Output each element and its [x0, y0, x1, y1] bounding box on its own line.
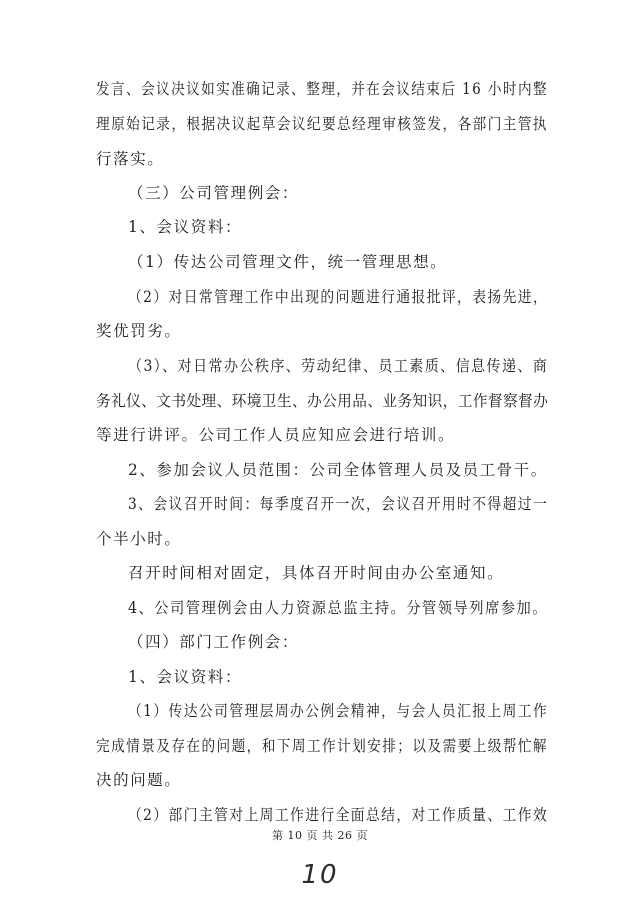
text-line: 4、公司管理例会由人力资源总监主持。分管领导列席参加。	[128, 599, 549, 617]
text-line: （1）传达公司管理层周办公例会精神，与会人员汇报上周工作	[128, 702, 549, 720]
section-heading: （四）部门工作例会：	[128, 633, 300, 651]
handwritten-page-number: 10	[301, 860, 339, 890]
text-line: 理原始记录，根据决议起草会议纪要总经理审核签发，各部门主管执	[96, 115, 548, 133]
page-footer: 第 10 页 共 26 页	[272, 829, 368, 842]
text-line: 1、会议资料：	[128, 668, 243, 686]
text-line: 2、参加会议人员范围：公司全体管理人员及员工骨干。	[128, 461, 548, 479]
text-line: （2）部门主管对上周工作进行全面总结，对工作质量、工作效	[128, 806, 549, 824]
text-line: 决的问题。	[96, 771, 182, 789]
text-line: 个半小时。	[96, 530, 182, 548]
text-line: 奖优罚劣。	[96, 322, 182, 340]
section-heading: （三）公司管理例会：	[128, 184, 300, 202]
text-line: 完成情景及存在的问题，和下周工作计划安排；以及需要上级帮忙解	[96, 737, 548, 755]
text-line: 召开时间相对固定，具体召开时间由办公室通知。	[128, 564, 505, 582]
text-line: 行落实。	[96, 150, 165, 168]
text-line: 1、会议资料：	[128, 218, 243, 236]
text-line: （1）传达公司管理文件，统一管理思想。	[128, 253, 448, 271]
text-line: 等进行讲评。公司工作人员应知应会进行培训。	[96, 426, 456, 444]
text-line: 务礼仪、文书处理、环境卫生、办公用品、业务知识，工作督察督办	[96, 392, 549, 410]
text-line: （3）、对日常办公秩序、劳动纪律、员工素质、信息传递、商	[128, 357, 549, 375]
text-line: 3、会议召开时间：每季度召开一次，会议召开用时不得超过一	[128, 495, 549, 513]
text-line: （2）对日常管理工作中出现的问题进行通报批评，表扬先进，	[128, 288, 549, 306]
text-line: 发言、会议决议如实准确记录、整理，并在会议结束后 16 小时内整	[96, 80, 548, 98]
